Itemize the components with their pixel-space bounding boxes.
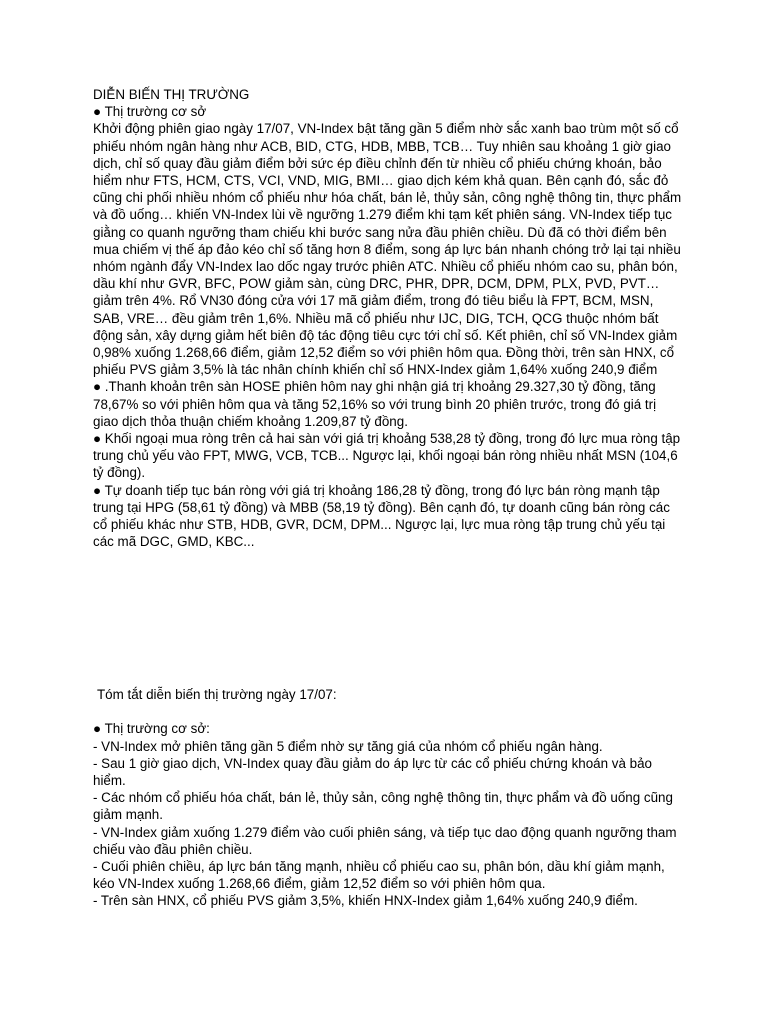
market-developments-section — [93, 86, 683, 550]
summary-item: - Sau 1 giờ giao dịch, VN-Index quay đầu giảm do áp lực từ các cổ phiếu chứng khoán và bảo hiểm. — [93, 755, 652, 788]
summary-item: - Các nhóm cổ phiếu hóa chất, bán lẻ, thủy sản, công nghệ thông tin, thực phẩm và đồ uống cũng giảm mạnh. — [93, 790, 673, 823]
summary-item: - Trên sàn HNX, cổ phiếu PVS giảm 3,5%, khiến HNX-Index giảm 1,64% xuống 240,9 điểm. — [93, 893, 638, 909]
foreign-investors-paragraph: ● Khối ngoại mua ròng trên cả hai sàn với giá trị khoảng 538,28 tỷ đồng, trong đó lực mua ròng tập trung chủ yếu vào FPT, MWG, VCB, TCB... Ngược lại, khối ngoại bán ròng nhiều nhất MSN (104,6 tỷ đồng). — [93, 431, 681, 481]
summary-item: - Cuối phiên chiều, áp lực bán tăng mạnh, nhiều cổ phiếu cao su, phân bón, dầu khí giảm mạnh, kéo VN-Index xuống 1.268,66 điểm, giảm 12,52 điểm so với phiên hôm qua. — [93, 859, 665, 892]
market-paragraph: Khởi động phiên giao ngày 17/07, VN-Index bật tăng gần 5 điểm nhờ sắc xanh bao trùm một số cổ phiếu nhóm ngân hàng như ACB, BID, CTG, HDB, MBB, TCB… Tuy nhiên sau khoảng 1 giờ giao dịch, chỉ số quay đầu giảm điểm bởi sức ép điều chỉnh đến từ nhiều cổ phiếu chứng khoán, bảo hiểm như FTS, HCM, CTS, VCI, VND, MIG, BMI… giao dịch kém khả quan. Bên cạnh đó, sắc đỏ cũng chi phối nhiều nhóm cổ phiếu như hóa chất, bán lẻ, thủy sản, công nghệ thông tin, thực phẩm và đồ uống… khiến VN-Index lùi về ngưỡng 1.279 điểm khi tạm kết phiên sáng. VN-Index tiếp tục giằng co quanh ngưỡng tham chiếu khi bước sang nửa đầu phiên chiều. Dù đã có thời điểm bên mua chiếm vị thế áp đảo kéo chỉ số tăng hơn 8 điểm, song áp lực bán nhanh chóng trở lại tại nhiều nhóm ngành đẩy VN-Index lao dốc ngay trước phiên ATC. Nhiều cổ phiếu nhóm cao su, phân bón, dầu khí như GVR, BFC, POW giảm sàn, cùng DRC, PHR, DPR, DCM, DPM, PLX, PVD, PVT… giảm trên 4%. Rổ VN30 đóng cửa với 17 mã giảm điểm, trong đó tiêu biểu là FPT, BCM, MSN, SAB, VRE… đều giảm trên 1,6%. Nhiều mã cổ phiếu như IJC, DIG, TCH, QCG thuộc nhóm bất động sản, xây dựng giảm hết biên độ tác động tiêu cực tới chỉ số. Kết phiên, chỉ số VN-Index giảm 0,98% xuống 1.268,66 điểm, giảm 12,52 điểm so với phiên hôm qua. Đồng thời, trên sàn HNX, cổ phiếu PVS giảm 3,5% là tác nhân chính khiến chỉ số HNX-Index giảm 1,64% xuống 240,9 điểm — [93, 121, 682, 378]
summary-item: - VN-Index giảm xuống 1.279 điểm vào cuối phiên sáng, và tiếp tục dao động quanh ngưỡng tham chiếu vào đầu phiên chiều. — [93, 824, 677, 857]
summary-subheading: ● Thị trường cơ sở: — [93, 721, 210, 737]
market-summary-section — [93, 686, 683, 910]
blank-line — [93, 703, 683, 720]
liquidity-paragraph: ● .Thanh khoản trên sàn HOSE phiên hôm nay ghi nhận giá trị khoảng 29.327,30 tỷ đồng, tăng 78,67% so với phiên hôm qua và tăng 52,16% so với trung bình 20 phiên trước, trong đó giá trị giao dịch thỏa thuận chiếm khoảng 1.209,87 tỷ đồng. — [93, 379, 657, 429]
subheading-spot-market: ● Thị trường cơ sở — [93, 104, 207, 120]
summary-item: - VN-Index mở phiên tăng gần 5 điểm nhờ sự tăng giá của nhóm cổ phiếu ngân hàng. — [93, 738, 603, 754]
summary-title: Tóm tắt diễn biến thị trường ngày 17/07: — [97, 687, 337, 702]
section-heading: DIỄN BIẾN THỊ TRƯỜNG — [93, 87, 250, 102]
proprietary-trading-paragraph: ● Tự doanh tiếp tục bán ròng với giá trị khoảng 186,28 tỷ đồng, trong đó lực bán ròng mạnh tập trung tại HPG (58,61 tỷ đồng) và MBB (58,19 tỷ đồng). Bên cạnh đó, tự doanh cũng bán ròng các cổ phiếu khác như STB, HDB, GVR, DCM, DPM... Ngược lại, lực mua ròng tập trung chủ yếu tại các mã DGC, GMD, KBC... — [93, 482, 670, 550]
